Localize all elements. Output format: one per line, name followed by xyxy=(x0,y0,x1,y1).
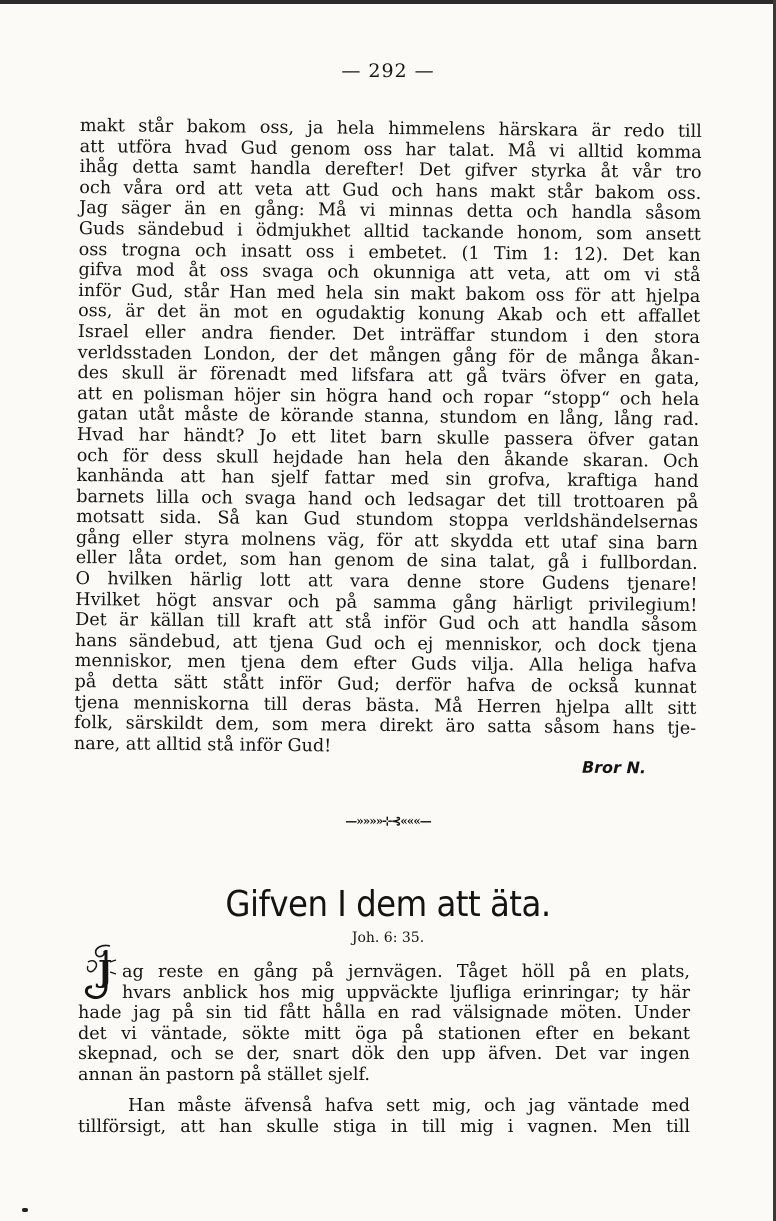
text-line: Jag säger än en gång: Må vi minnas detta och handla såsom xyxy=(79,198,702,225)
text-line: barnets lilla och svaga hand och ledsagar det till trottoaren på xyxy=(76,486,699,513)
text-line: hvars anblick hos mig uppväckte ljufliga erinringar; ty här xyxy=(122,982,690,1003)
text-line: inför Gud, står Han med hela sin makt bakom oss för att hjelpa xyxy=(78,280,701,307)
text-line: des skull är förenadt med lifsfara att gå tvärs öfver en gata, xyxy=(77,363,700,390)
page-top-edge xyxy=(0,0,776,4)
text-line: Det är källan till kraft att stå inför Gud och att handla såsom xyxy=(75,610,698,637)
text-line: nare, att alltid stå inför Gud! xyxy=(73,733,332,757)
text-line: kanhända att han sjelf fattar med sin grofva, kraftiga hand xyxy=(76,466,699,493)
text-line: O hvilken härlig lott att vara denne store Gudens tjenare! xyxy=(75,569,698,596)
text-line: gifva mod åt oss svaga och okunniga att veta, att om vi stå xyxy=(78,260,701,287)
article2-paragraph-1 xyxy=(78,962,690,1086)
text-line: oss trogna och insatt oss i embetet. (1 Tim 1: 12). Det kan xyxy=(78,239,701,266)
text-line: hade jag på sin tid fått hålla en rad välsignade möten. Under xyxy=(78,1003,690,1024)
drop-cap-letter: J xyxy=(98,955,113,990)
text-line: att en polisman höjer sin högra hand och ropar “stopp“ och hela xyxy=(77,383,700,410)
signature: Bror N. xyxy=(581,757,647,778)
text-line: och för dess skull hejdade han hela den åkande skaran. Och xyxy=(76,445,699,472)
text-line: makt står bakom oss, ja hela himmelens härskara är redo till xyxy=(79,116,702,142)
text-line: folk, särskildt dem, som mera direkt äro satta såsom hans tje- xyxy=(74,713,697,740)
text-line: verldsstaden London, der det mången gång för de många åkan- xyxy=(77,342,700,369)
text-line: hans sändebud, att tjena Gud och ej menniskor, och dock tjena xyxy=(74,630,698,657)
text-line: Hvilket högt ansvar och på samma gång härligt privilegium! xyxy=(75,589,698,616)
text-line: och våra ord att veta att Gud och hans makt står bakom oss. xyxy=(79,177,702,204)
text-line: ihåg detta samt handla derefter! Det gifver styrka åt vår tro xyxy=(79,157,702,184)
text-line: att utföra hvad Gud genom oss har talat. Må vi alltid komma xyxy=(79,136,702,163)
article-title: Gifven I dem att äta. xyxy=(225,884,551,925)
text-line: skepnad, och se der, snart dök den upp äfven. Det var ingen xyxy=(78,1044,690,1065)
text-line: menniskor, men tjena dem efter Guds vilja. Alla heliga hafva xyxy=(74,651,697,678)
page-number: — 292 — xyxy=(341,60,435,82)
text-line: det vi väntade, sökte mitt öga på stationen efter en bekant xyxy=(78,1023,690,1044)
print-mark xyxy=(22,1208,28,1212)
text-line: tillförsigt, att han skulle stiga in till mig i vagnen. Men till xyxy=(78,1116,690,1137)
text-line: gatan utåt måste de körande stanna, stundom en lång, lång rad. xyxy=(77,404,700,431)
section-separator: —»»»»⊹⊰«««— xyxy=(345,814,431,828)
text-line: på detta sätt stått inför Gud; derför hafva de också kunnat xyxy=(74,672,697,698)
text-line: motsatt sida. Så kan Gud stundom stoppa verldshändelsernas xyxy=(76,507,699,534)
text-line: annan än pastorn på stället sjelf. xyxy=(78,1064,371,1085)
text-line: Israel eller andra fiender. Det inträffar stundom i den stora xyxy=(77,321,700,348)
article-body-1 xyxy=(74,116,702,760)
text-line: Han måste äfvenså hafva sett mig, och jag väntade med xyxy=(128,1096,690,1116)
article2-paragraph-2 xyxy=(78,1096,690,1137)
text-line: tjena menniskorna till deras bästa. Må Herren hjelpa allt sitt xyxy=(74,692,697,719)
text-line: Guds sändebud i ödmjukhet alltid tackande honom, som ansett xyxy=(78,218,701,245)
scripture-reference: Joh. 6: 35. xyxy=(351,930,425,946)
text-line: Hvad har händt? Jo ett litet barn skulle passera öfver gatan xyxy=(76,424,700,451)
text-line: ag reste en gång på jernvägen. Tåget höll på en plats, xyxy=(122,962,690,982)
text-line: oss, är det än mot en ogudaktig konung Akab och ett affallet xyxy=(78,301,701,328)
text-line: gång eller styra molnens väg, för att skydda ett utaf sina barn xyxy=(75,527,699,554)
text-line: eller låta ordet, som han genom de sina talat, gå i fullbordan. xyxy=(75,548,698,575)
